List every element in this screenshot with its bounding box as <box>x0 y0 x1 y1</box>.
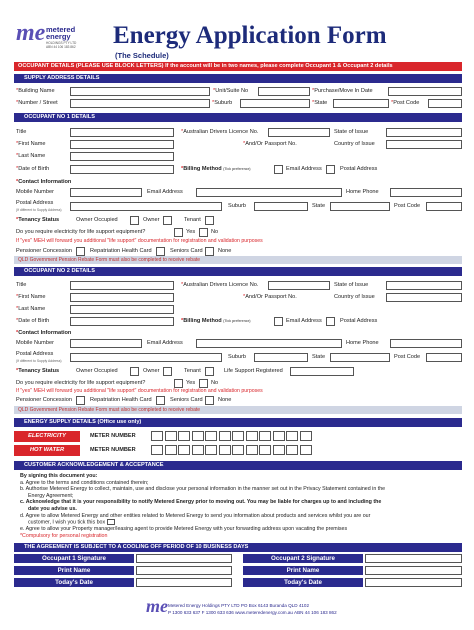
occ1-title-input[interactable] <box>70 128 174 137</box>
electricity-meter-digit-box[interactable] <box>165 431 177 441</box>
occ2-state-label: State <box>312 354 326 360</box>
occ1-suburb-label: Suburb <box>228 203 247 209</box>
occ1-no-label: No <box>211 229 219 235</box>
hot-water-meter-digit-box[interactable] <box>219 445 231 455</box>
occ1-last-name-label: *Last Name <box>16 153 46 159</box>
occ2-life-support-no-checkbox[interactable] <box>199 379 208 388</box>
occ2-billing-postal-checkbox[interactable] <box>326 317 335 326</box>
hot-water-meter-digit-box[interactable] <box>259 445 271 455</box>
occ2-tenant-checkbox[interactable] <box>205 367 214 376</box>
purchase-date-input[interactable] <box>388 87 462 96</box>
occ1-pensioner-checkbox[interactable] <box>76 247 85 256</box>
occ1-title-label: Title <box>16 129 27 135</box>
occ2-country-input[interactable] <box>386 293 462 302</box>
logo-sub-2: ABN 44 106 183 862 <box>46 45 76 49</box>
electricity-meter-digit-box[interactable] <box>178 431 190 441</box>
occ1-first-name-input[interactable] <box>70 140 174 149</box>
occ1-seniors-checkbox[interactable] <box>205 247 214 256</box>
ack-a: a. Agree to the terms and conditions contained therein; <box>20 479 149 486</box>
building-name-label: *Building Name <box>16 88 55 94</box>
occ2-home-phone-input[interactable] <box>390 339 462 348</box>
occ2-owner-checkbox[interactable] <box>163 367 172 376</box>
unit-suite-label: *Unit/Suite No <box>213 88 249 94</box>
occ1-home-phone-input[interactable] <box>390 188 462 197</box>
occ2-first-name-input[interactable] <box>70 293 174 302</box>
occ1-postal-input[interactable] <box>70 202 222 211</box>
occ1-none-label: None <box>218 248 232 254</box>
building-name-input[interactable] <box>70 87 210 96</box>
occ2-last-name-input[interactable] <box>70 305 174 314</box>
occ1-country-input[interactable] <box>386 140 462 149</box>
occ2-seniors-checkbox[interactable] <box>205 396 214 405</box>
occ1-billing-email-checkbox[interactable] <box>274 165 283 174</box>
occ2-postal-input[interactable] <box>70 353 222 362</box>
hot-water-meter-digit-box[interactable] <box>165 445 177 455</box>
occ2-yes-label: Yes <box>186 380 196 386</box>
occ1-repat-checkbox[interactable] <box>156 247 165 256</box>
occupant-2-print-name-input[interactable] <box>365 566 462 575</box>
occ2-dob-label: *Date of Birth <box>16 318 50 324</box>
occ2-mobile-input[interactable] <box>70 339 142 348</box>
occ1-billing-label: *Billing Method (Tick preference) <box>181 166 251 172</box>
occ2-tenant-label: Tenant <box>184 368 201 374</box>
suburb-input[interactable] <box>240 99 310 108</box>
hot-water-meter-digit-box[interactable] <box>178 445 190 455</box>
acknowledgement-text <box>20 473 460 539</box>
electricity-meter-digit-box[interactable] <box>259 431 271 441</box>
occ1-owner-occupied-checkbox[interactable] <box>130 216 139 225</box>
electricity-meter-digit-box[interactable] <box>192 431 204 441</box>
suburb-label: *Suburb <box>212 100 233 106</box>
ack-d2: customer, I wish you tick this box <box>20 519 460 526</box>
occupant-1-signature-label: Occupant 1 Signature <box>14 554 134 563</box>
occ1-life-support-note: If "yes" MEH will forward you additional "life support" documentation for registration and validation purposes <box>16 238 263 244</box>
occ2-qld-note: QLD Government Pension Rebate Form must also be completed to receive rebate <box>14 406 462 414</box>
occ2-billing-email-checkbox[interactable] <box>274 317 283 326</box>
occ1-repat-label: Repatriation Health Card <box>90 248 152 254</box>
electricity-label: ELECTRICITY <box>14 431 80 442</box>
hot-water-meter-digit-box[interactable] <box>273 445 285 455</box>
occ2-post-code-input[interactable] <box>426 353 462 362</box>
hot-water-meter-digit-box[interactable] <box>192 445 204 455</box>
ack-b2: Energy Agreement; <box>28 492 74 499</box>
electricity-meter-digit-box[interactable] <box>219 431 231 441</box>
occ2-life-support-yes-checkbox[interactable] <box>174 379 183 388</box>
occ1-postal-hint: (If different to Supply Address) <box>16 208 62 212</box>
form-subtitle: (The Schedule) <box>115 51 169 60</box>
logo-line-1: metered <box>46 25 76 34</box>
occ1-owner-occupied-label: Owner Occupied <box>76 217 118 223</box>
electricity-meter-digit-box[interactable] <box>151 431 163 441</box>
occ2-state-of-issue-label: State of Issue <box>334 282 369 288</box>
occupant-1-date-label: Today's Date <box>14 578 134 587</box>
state-input[interactable] <box>333 99 389 108</box>
ack-compulsory: *Compulsory for personal registration <box>20 532 108 539</box>
occ1-suburb-input[interactable] <box>254 202 308 211</box>
occ2-no-label: No <box>211 380 219 386</box>
occ1-qld-note: QLD Government Pension Rebate Form must also be completed to receive rebate <box>14 256 462 264</box>
acknowledgement-heading: CUSTOMER ACKNOWLEDGEMENT & ACCEPTANCE <box>14 461 462 470</box>
occ1-billing-postal-label: Postal Address <box>340 166 378 172</box>
occ2-postal-label: Postal Address <box>16 351 54 357</box>
hot-water-meter-digit-box[interactable] <box>300 445 312 455</box>
occ2-home-phone-label: Home Phone <box>346 340 379 346</box>
occ1-owner-checkbox[interactable] <box>163 216 172 225</box>
occ2-repat-label: Repatriation Health Card <box>90 397 152 403</box>
purchase-date-label: *Purchase/Move In Date <box>312 88 373 94</box>
occupant-2-print-name-label: Print Name <box>243 566 363 575</box>
occ2-seniors-label: Seniors Card <box>170 397 203 403</box>
occ1-last-name-input[interactable] <box>70 152 174 161</box>
hot-water-meter-number-label: METER NUMBER <box>90 447 136 453</box>
occ1-state-label: State <box>312 203 326 209</box>
company-logo <box>16 22 91 62</box>
occ1-pensioner-label: Pensioner Concession <box>16 248 72 254</box>
occ2-suburb-input[interactable] <box>254 353 308 362</box>
occ1-passport-label: *And/Or Passport No. <box>243 141 297 147</box>
occ1-contact-info-label: *Contact Information <box>16 179 72 185</box>
occ1-home-phone-label: Home Phone <box>346 189 379 195</box>
post-code-input[interactable] <box>428 99 462 108</box>
occupant-1-heading: OCCUPANT NO 1 DETAILS <box>14 113 462 122</box>
occ1-state-input[interactable] <box>330 202 390 211</box>
occ2-pensioner-checkbox[interactable] <box>76 396 85 405</box>
occ2-dob-input[interactable] <box>70 317 174 326</box>
occupant-1-print-name-input[interactable] <box>136 566 232 575</box>
occ2-owner-occupied-label: Owner Occupied <box>76 368 118 374</box>
electricity-meter-digit-box[interactable] <box>205 431 217 441</box>
form-title: Energy Application Form <box>113 22 387 49</box>
logo-mark: me <box>16 20 46 46</box>
hot-water-meter-digit-box[interactable] <box>246 445 258 455</box>
occ2-pensioner-label: Pensioner Concession <box>16 397 72 403</box>
occ1-mobile-label: Mobile Number <box>16 189 54 195</box>
occupant-2-date-label: Today's Date <box>243 578 363 587</box>
occ1-billing-email-label: Email Address <box>286 166 322 172</box>
ack-d-checkbox[interactable] <box>107 519 115 525</box>
electricity-meter-digit-box[interactable] <box>246 431 258 441</box>
occ2-billing-label: *Billing Method (Tick preference) <box>181 318 251 324</box>
ack-c1: c. Acknowledge that it is your responsibility to notify Metered Energy prior to moving out. You may be liable for charges up to and including the <box>20 499 382 506</box>
occ2-email-label: Email Address <box>147 340 183 346</box>
occ1-mobile-input[interactable] <box>70 188 142 197</box>
footer-company-line: Metered Energy Holdings PTY LTD PO Box 6143 Buranda QLD 4102 <box>168 603 310 608</box>
occ1-post-code-label: Post Code <box>394 203 421 209</box>
occupant-1-print-name-label: Print Name <box>14 566 134 575</box>
occ1-licence-label: *Australian Drivers Licence No. <box>181 129 259 135</box>
occ1-postal-label: Postal Address <box>16 200 54 206</box>
occ2-owner-occupied-checkbox[interactable] <box>130 367 139 376</box>
cooling-off-heading: THE AGREEMENT IS SUBJECT TO A COOLING OFF PERIOD OF 10 BUSINESS DAYS <box>14 543 462 552</box>
hot-water-meter-digit-box[interactable] <box>205 445 217 455</box>
electricity-meter-digit-box[interactable] <box>232 431 244 441</box>
occ2-life-support-registered-input[interactable] <box>290 367 354 376</box>
occ2-title-input[interactable] <box>70 281 174 290</box>
ack-b1: b. Authorise Metered Energy to collect, maintain, use and disclose your personal information in the manner set out in the Privacy Statement contained in the <box>20 486 386 493</box>
occ2-post-code-label: Post Code <box>394 354 421 360</box>
logo-line-2: energy <box>46 32 71 41</box>
energy-supply-heading: ENERGY SUPPLY DETAILS (Office use only) <box>14 418 462 427</box>
occupant-2-signature-input[interactable] <box>365 554 462 563</box>
hot-water-label: HOT WATER <box>14 445 80 456</box>
state-label: *State <box>312 100 328 106</box>
occ2-last-name-label: *Last Name <box>16 306 46 312</box>
occ1-country-label: Country of Issue <box>334 141 375 147</box>
occ2-life-support-question: Do you require electricity for life support equipment? <box>16 380 146 386</box>
occ1-life-support-yes-checkbox[interactable] <box>174 228 183 237</box>
occ1-email-label: Email Address <box>147 189 183 195</box>
ack-intro: By signing this document you: <box>20 473 98 479</box>
ack-d1: d. Agree to allow Metered Energy and other entities related to Metered Energy to send you information about products and services whilst you are our <box>20 512 371 519</box>
occ2-tenancy-label: *Tenancy Status <box>16 368 60 374</box>
occ1-post-code-input[interactable] <box>426 202 462 211</box>
footer-contact-line: P 1300 633 637 F 1300 633 636 www.meteredenergy.com.au ABN 44 106 183 862 <box>168 610 337 615</box>
occ1-tenant-checkbox[interactable] <box>205 216 214 225</box>
electricity-meter-digit-box[interactable] <box>273 431 285 441</box>
hot-water-meter-digit-box[interactable] <box>151 445 163 455</box>
electricity-meter-number-label: METER NUMBER <box>90 433 136 439</box>
occ1-yes-label: Yes <box>186 229 196 235</box>
occ1-state-of-issue-label: State of Issue <box>334 129 369 135</box>
occ1-life-support-no-checkbox[interactable] <box>199 228 208 237</box>
occupant-1-date-input[interactable] <box>136 578 232 587</box>
logo-sub-1: HOLDINGS PTY LTD <box>46 41 77 45</box>
occupant-details-bar: OCCUPANT DETAILS (PLEASE USE BLOCK LETTERS) If the account will be in two names, please complete Occupant 1 & Occupant 2 details <box>14 62 462 71</box>
occ1-billing-postal-checkbox[interactable] <box>326 165 335 174</box>
occ1-seniors-label: Seniors Card <box>170 248 203 254</box>
occ2-billing-email-label: Email Address <box>286 318 322 324</box>
occupant-2-date-input[interactable] <box>365 578 462 587</box>
occ2-none-label: None <box>218 397 232 403</box>
occ1-owner-label: Owner <box>143 217 160 223</box>
occ2-state-of-issue-input[interactable] <box>386 281 462 290</box>
unit-suite-input[interactable] <box>258 87 310 96</box>
occ2-first-name-label: *First Name <box>16 294 46 300</box>
occ1-tenancy-label: *Tenancy Status <box>16 217 60 223</box>
occupant-2-heading: OCCUPANT NO 2 DETAILS <box>14 267 462 276</box>
occ2-billing-postal-label: Postal Address <box>340 318 378 324</box>
occ1-first-name-label: *First Name <box>16 141 46 147</box>
occ1-state-of-issue-input[interactable] <box>386 128 462 137</box>
hot-water-meter-digit-box[interactable] <box>286 445 298 455</box>
occ1-dob-label: *Date of Birth <box>16 166 50 172</box>
occ2-repat-checkbox[interactable] <box>156 396 165 405</box>
occ2-postal-hint: (If different to Supply Address) <box>16 359 62 363</box>
occ2-owner-label: Owner <box>143 368 160 374</box>
occ2-country-label: Country of Issue <box>334 294 375 300</box>
number-street-label: *Number / Street <box>16 100 58 106</box>
occ2-title-label: Title <box>16 282 27 288</box>
occupant-2-signature-label: Occupant 2 Signature <box>243 554 363 563</box>
occ2-licence-label: *Australian Drivers Licence No. <box>181 282 259 288</box>
supply-address-heading: SUPPLY ADDRESS DETAILS <box>14 74 462 83</box>
occ2-mobile-label: Mobile Number <box>16 340 54 346</box>
occupant-1-signature-input[interactable] <box>136 554 232 563</box>
post-code-label: *Post Code <box>391 100 420 106</box>
ack-e: e. Agree to allow your Property manager/leasing agent to provide Metered Energy with your forwarding address upon vacating the premises <box>20 526 348 533</box>
occ1-tenant-label: Tenant <box>184 217 201 223</box>
occ1-dob-input[interactable] <box>70 165 174 174</box>
occ2-email-input[interactable] <box>196 339 342 348</box>
hot-water-meter-digit-box[interactable] <box>232 445 244 455</box>
occ2-state-input[interactable] <box>330 353 390 362</box>
occ2-contact-info-label: *Contact Information <box>16 330 72 336</box>
footer-logo: me <box>146 596 168 616</box>
occ2-passport-label: *And/Or Passport No. <box>243 294 297 300</box>
electricity-meter-digit-box[interactable] <box>300 431 312 441</box>
occ1-licence-input[interactable] <box>268 128 330 137</box>
electricity-meter-digit-box[interactable] <box>286 431 298 441</box>
occ2-life-support-note: If "yes" MEH will forward you additional "life support" documentation for registration and validation purposes <box>16 388 263 394</box>
number-street-input[interactable] <box>70 99 210 108</box>
occ2-life-support-registered-label: Life Support Registered <box>224 368 283 374</box>
occ1-life-support-question: Do you require electricity for life support equipment? <box>16 229 146 235</box>
occ2-suburb-label: Suburb <box>228 354 247 360</box>
occ2-licence-input[interactable] <box>268 281 330 290</box>
occ1-email-input[interactable] <box>196 188 342 197</box>
ack-c2: date you advise us. <box>28 505 77 512</box>
